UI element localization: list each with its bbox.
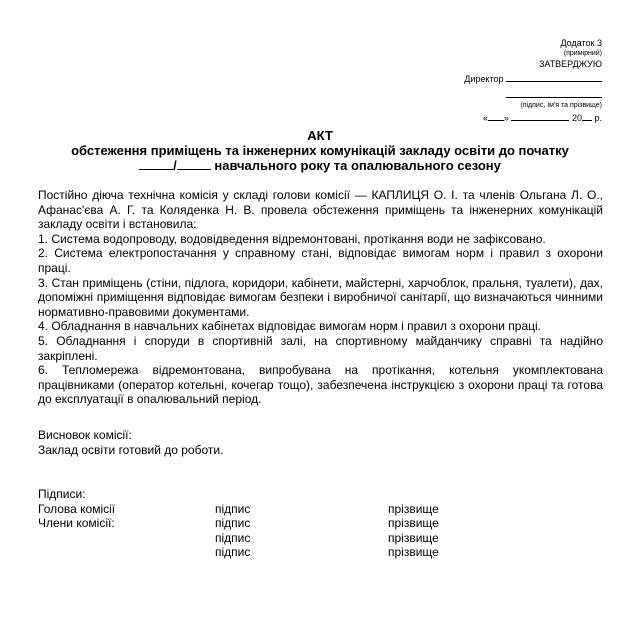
signature-row [38,531,598,546]
signature-blank [506,88,602,98]
signature-row [38,545,598,560]
signature-name: прізвище [388,501,439,516]
signature-sign: підпис [215,501,251,516]
director-blank [506,72,602,82]
signature-blank-line [440,88,602,101]
finding-item-5: 5. Обладнання і споруди в спортивній залі, на спортивному майданчику справні та надійно закріплені. [38,333,603,363]
annex-note: (примірний) [563,50,602,57]
finding-item-6: 6. Тепломережа відремонтована, випробувана на протікання, котельня укомплектована працівниками (оператор котельні, кочегар тощо), забезпечена інструкцією з охорони праці та готова до експлуатації в опалювальний період. [38,363,603,407]
director-label: Директор [464,74,504,84]
conclusion-text: Заклад освіти готовий до роботи. [38,442,224,457]
signature-row [38,516,598,531]
title-line-3 [30,158,610,173]
signatures-label-row [38,487,598,502]
date-open-quote: « [482,113,488,123]
day-blank [488,111,504,121]
year-suffix: р. [594,113,602,123]
finding-item-3: 3. Стан приміщень (стіни, підлога, коридори, кабінети, майстерні, харчоблок, пральня, туалети), дах, допоміжні приміщення відповідає вимогам безпеки і виробничої санітарії, що визначаються чинними нормативно-правовими документами. [38,275,603,319]
date-line [440,111,602,124]
signature-role: Голова комісії [38,501,116,516]
month-blank [511,111,569,121]
signatures-block [38,487,598,560]
signature-note: (підпис, Ім'я та прізвище) [520,102,602,109]
year-end-blank [177,160,211,170]
signature-sign: підпис [215,516,251,531]
year-blank [582,111,592,121]
finding-item-2: 2. Система електропостачання у справному стані, відповідає вимогам норм і правил з охорони праці. [38,246,603,275]
intro-paragraph: Постійно діюча технічна комісія у складі голови комісії — КАПЛИЦЯ О. І. та членів Ольгана Л. О., Афанас'єва А. Г. та Коляденка Н. В. провела обстеження приміщень та інженерних комунікацій закладу освіти і встановила: [38,188,603,232]
conclusion-block [38,428,598,457]
signature-name: прізвище [388,516,439,531]
signatures-label: Підписи: [38,487,86,501]
title-line-3-text: навчального року та опалювального сезону [214,158,501,173]
title-slash: / [173,158,177,173]
signature-role: Члени комісії: [38,516,115,531]
signature-name: прізвище [388,530,439,545]
signature-sign: підпис [215,530,251,545]
signature-name: прізвище [388,545,439,560]
conclusion-label: Висновок комісії: [38,428,132,442]
signature-row [38,502,598,517]
finding-item-4: 4. Обладнання в навчальних кабінетах відповідає вимогам норм і правил з охорони праці. [38,319,541,334]
date-close-quote: » [503,113,509,123]
document-title [30,128,610,173]
signature-sign: підпис [215,545,251,560]
act-body [38,188,603,407]
title-act: АКТ [307,128,333,143]
year-prefix: 20 [571,113,582,123]
annex-label: Додаток 3 [560,38,602,48]
year-start-blank [139,160,173,170]
approval-block [440,38,602,124]
title-line-2: обстеження приміщень та інженерних комунікацій закладу освіти до початку [71,143,569,158]
finding-item-1: 1. Система водопроводу, водовідведення відремонтовані, протікання води не зафіксовано. [38,231,546,246]
approve-label: ЗАТВЕРДЖУЮ [538,59,602,69]
director-line [440,72,602,85]
